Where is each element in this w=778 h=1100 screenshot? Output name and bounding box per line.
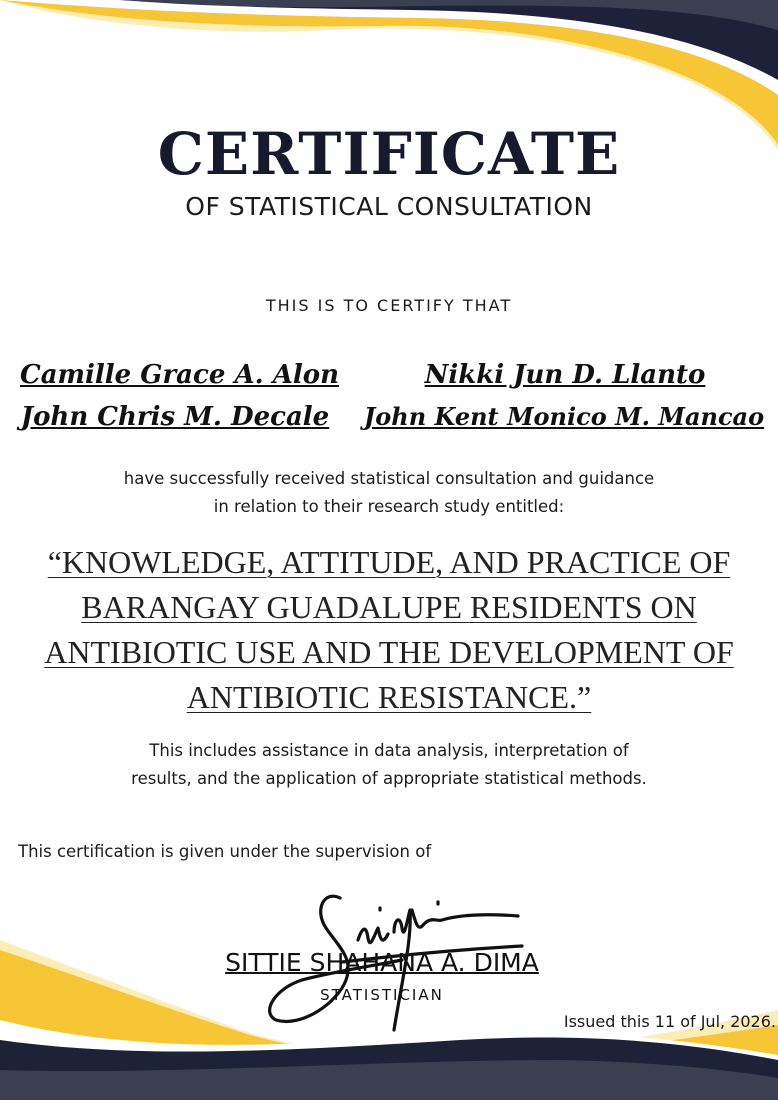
study-title-line: BARANGAY GUADALUPE RESIDENTS ON <box>81 589 697 625</box>
issued-date: Issued this 11 of Jul, 2026. <box>563 1012 776 1031</box>
certificate-title: CERTIFICATE <box>157 120 621 188</box>
assistance-line: results, and the application of appropriate statistical methods. <box>131 769 647 788</box>
study-title <box>0 540 778 720</box>
recipient-name: John Kent Monico M. Mancao <box>363 402 765 431</box>
supervision-statement: This certification is given under the supervision of <box>18 842 432 861</box>
description-line: have successfully received statistical consultation and guidance <box>123 469 655 488</box>
handwritten-signature <box>262 880 532 1040</box>
assistance-description <box>0 737 778 793</box>
certify-intro: THIS IS TO CERTIFY THAT <box>265 296 513 315</box>
recipient-name: Nikki Jun D. Llanto <box>424 360 706 390</box>
study-title-line: “KNOWLEDGE, ATTITUDE, AND PRACTICE OF <box>47 544 731 580</box>
certificate-subtitle: OF STATISTICAL CONSULTATION <box>185 192 593 221</box>
study-title-line: ANTIBIOTIC RESISTANCE.” <box>186 679 592 715</box>
signer-name: SITTIE SHAHANA A. DIMA <box>225 948 539 977</box>
signer-role: STATISTICIAN <box>320 986 444 1004</box>
recipient-name: Camille Grace A. Alon <box>20 360 340 390</box>
recipient-name: John Chris M. Decale <box>20 402 330 432</box>
description-line: in relation to their research study entitled: <box>213 497 565 516</box>
consultation-description <box>0 465 778 521</box>
assistance-line: This includes assistance in data analysis, interpretation of <box>149 741 629 760</box>
study-title-line: ANTIBIOTIC USE AND THE DEVELOPMENT OF <box>44 634 734 670</box>
